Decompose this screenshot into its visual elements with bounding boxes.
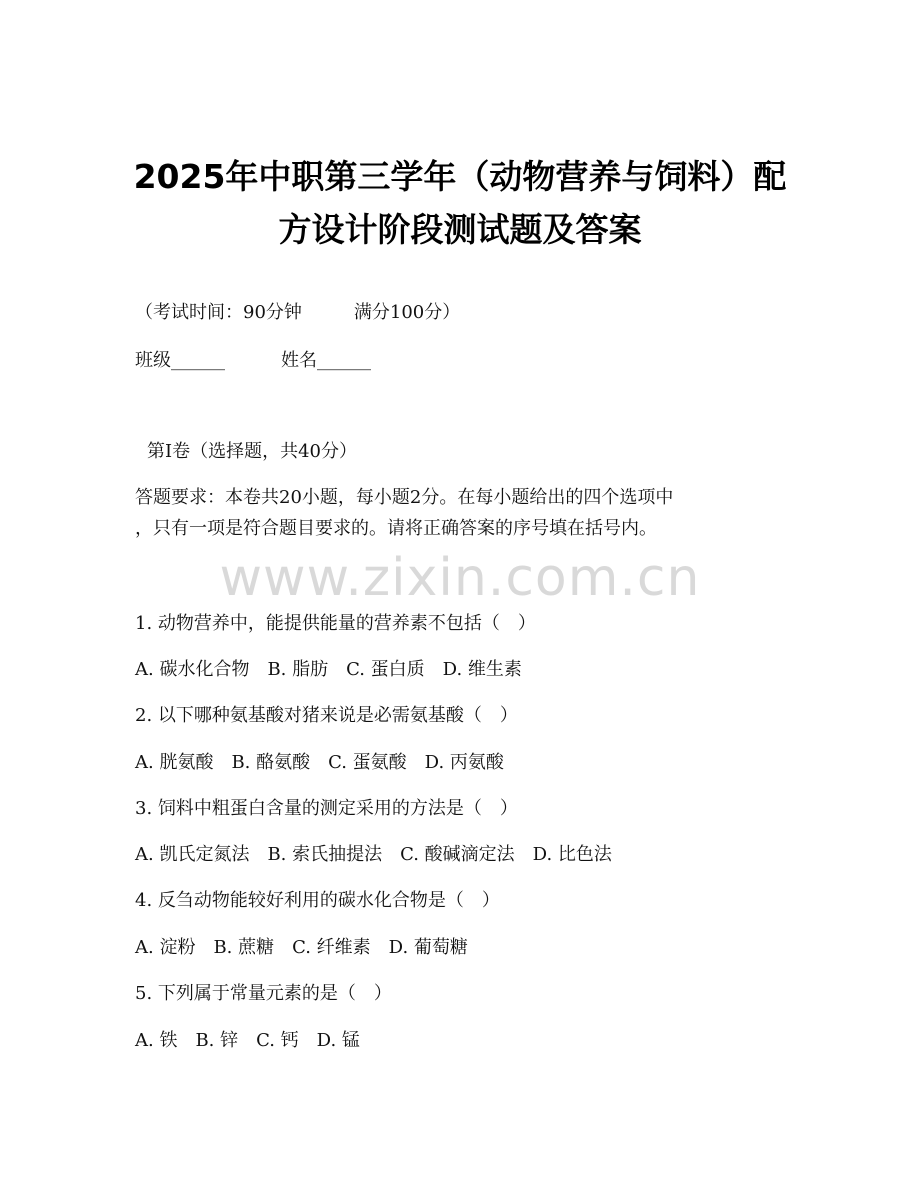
question-2-stem: 2. 以下哪种氨基酸对猪来说是必需氨基酸（ ） bbox=[135, 705, 518, 726]
question-2-options: A. 胱氨酸 B. 酪氨酸 C. 蛋氨酸 D. 丙氨酸 bbox=[135, 752, 504, 773]
instructions-line-1: 答题要求：本卷共20小题，每小题2分。在每小题给出的四个选项中 bbox=[135, 487, 674, 508]
question-1-stem: 1. 动物营养中，能提供能量的营养素不包括（ ） bbox=[135, 613, 536, 634]
exam-full-score: 满分100分） bbox=[353, 302, 461, 323]
question-4-options: A. 淀粉 B. 蔗糖 C. 纤维素 D. 葡萄糖 bbox=[135, 937, 468, 958]
class-field: 班级______ bbox=[135, 350, 225, 371]
question-4-stem: 4. 反刍动物能较好利用的碳水化合物是（ ） bbox=[135, 890, 500, 911]
question-3-options: A. 凯氏定氮法 B. 索氏抽提法 C. 酸碱滴定法 D. 比色法 bbox=[135, 844, 612, 865]
exam-time: （考试时间：90分钟 bbox=[135, 302, 302, 323]
question-5-stem: 5. 下列属于常量元素的是（ ） bbox=[135, 983, 392, 1004]
document-title-line-2: 方设计阶段测试题及答案 bbox=[278, 210, 642, 249]
document-title-line-1: 2025年中职第三学年（动物营养与饲料）配 bbox=[133, 157, 787, 196]
name-field: 姓名______ bbox=[281, 350, 371, 371]
question-5-options: A. 铁 B. 锌 C. 钙 D. 锰 bbox=[135, 1030, 360, 1051]
exam-info bbox=[135, 299, 460, 327]
instructions-line-2: ，只有一项是符合题目要求的。请将正确答案的序号填在括号内。 bbox=[135, 518, 657, 539]
student-fields bbox=[135, 347, 371, 375]
section-title: 第Ⅰ卷（选择题，共40分） bbox=[147, 441, 358, 462]
question-3-stem: 3. 饲料中粗蛋白含量的测定采用的方法是（ ） bbox=[135, 798, 518, 819]
question-1-options: A. 碳水化合物 B. 脂肪 C. 蛋白质 D. 维生素 bbox=[135, 659, 522, 680]
watermark: www.zixin.com.cn bbox=[219, 548, 701, 608]
